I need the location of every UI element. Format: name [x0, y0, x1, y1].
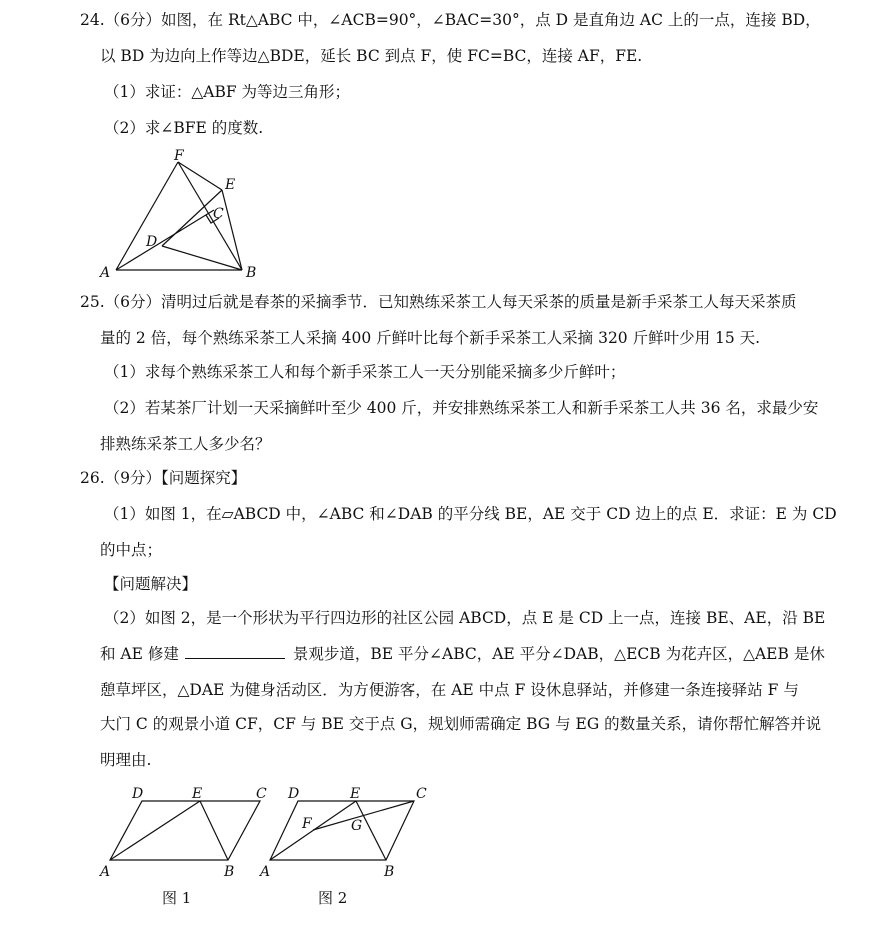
q26-sub2b-post: 景观步道，BE 平分∠ABC，AE 平分∠DAB，△ECB 为花卉区，△AEB 是休	[292, 645, 825, 663]
q26-sub1b: 的中点；	[100, 541, 163, 559]
q24-label-D: D	[146, 234, 158, 250]
q24-line1: 24.（6分）如图，在 Rt△ABC 中，∠ACB=90°，∠BAC=30°，点 D 是直角边 AC 上的一点，连接 BD，	[80, 11, 821, 29]
fig2-label-G: G	[351, 818, 363, 834]
fig1-caption: 图 1	[162, 889, 192, 907]
q26-figure-1	[96, 780, 276, 920]
q25-sub2b: 排熟练采茶工人多少名？	[100, 435, 271, 453]
q26-sub2a: （2）如图 2，是一个形状为平行四边形的社区公园 ABCD，点 E 是 CD 上一点，连接 BE、AE，沿 BE	[104, 609, 826, 627]
q24-sub1: （1）求证：△ABF 为等边三角形；	[104, 83, 351, 101]
fig2-caption: 图 2	[318, 889, 348, 907]
q26-line1: 26.（9分）【问题探究】	[80, 469, 247, 487]
fig2-label-E: E	[350, 786, 361, 802]
q26-figure-2	[256, 780, 446, 920]
fig1-label-D: D	[132, 786, 144, 802]
fig2-label-B: B	[384, 864, 395, 880]
fig1-label-C: C	[256, 786, 267, 802]
q24-line2: 以 BD 为边向上作等边△BDE，延长 BC 到点 F，使 FC=BC，连接 AF，FE.	[100, 47, 643, 65]
fig2-label-D: D	[288, 786, 300, 802]
q26-sub1a: （1）如图 1，在▱ABCD 中，∠ABC 和∠DAB 的平分线 BE，AE 交于 CD 边上的点 E．求证：E 为 CD	[104, 505, 837, 523]
q26-sub2c: 憩草坪区，△DAE 为健身活动区．为方便游客，在 AE 中点 F 设休息驿站，并修建一条连接驿站 F 与	[100, 681, 799, 699]
fig1-label-B: B	[224, 864, 235, 880]
q24-figure	[96, 144, 266, 284]
q24-label-F: F	[174, 148, 184, 164]
q24-label-B: B	[246, 265, 257, 281]
answer-blank	[185, 644, 285, 659]
fig2-label-F: F	[302, 816, 312, 832]
q24-label-E: E	[225, 177, 236, 193]
fig1-label-E: E	[192, 786, 203, 802]
q26-sub2b-pre: 和 AE 修建	[100, 645, 179, 663]
q24-label-C: C	[213, 206, 224, 222]
fig1-label-A: A	[100, 864, 111, 880]
q25-line2: 量的 2 倍，每个熟练采茶工人采摘 400 斤鲜叶比每个新手采茶工人采摘 320 斤鲜叶少用 15 天.	[100, 329, 761, 347]
q26-sub2d: 大门 C 的观景小道 CF，CF 与 BE 交于点 G，规划师需确定 BG 与 EG 的数量关系，请你帮忙解答并说	[100, 715, 822, 733]
q25-line1: 25.（6分）清明过后就是春茶的采摘季节．已知熟练采茶工人每天采茶的质量是新手采茶工人每天采茶质	[80, 293, 797, 311]
fig2-label-C: C	[416, 786, 427, 802]
q25-sub1: （1）求每个熟练采茶工人和每个新手采茶工人一天分别能采摘多少斤鲜叶；	[104, 363, 626, 381]
q26-sub2e: 明理由.	[100, 751, 152, 769]
q25-sub2a: （2）若某茶厂计划一天采摘鲜叶至少 400 斤，并安排熟练采茶工人和新手采茶工人共 36 名，求最少安	[104, 399, 819, 417]
q24-label-A: A	[100, 265, 111, 281]
q26-sub2b	[100, 644, 825, 664]
q24-sub2: （2）求∠BFE 的度数.	[104, 119, 264, 137]
q26-heading2: 【问题解决】	[104, 575, 198, 593]
fig2-label-A: A	[260, 864, 271, 880]
